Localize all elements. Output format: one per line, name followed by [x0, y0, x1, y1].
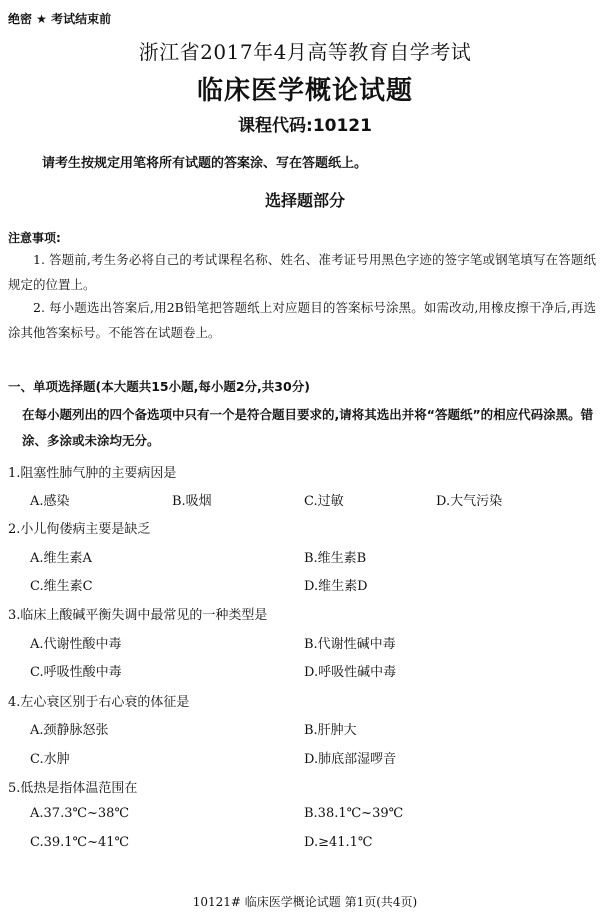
option: A.颈静脉怒张: [30, 723, 109, 738]
option: D.维生素D: [304, 579, 368, 594]
option: B.吸烟: [172, 494, 212, 509]
exam-title: 浙江省2017年4月高等教育自学考试: [138, 40, 472, 64]
option: D.大气污染: [436, 494, 503, 509]
option: A.感染: [30, 494, 70, 509]
part-title: 选择题部分: [264, 191, 345, 210]
option: C.呼吸性酸中毒: [30, 665, 122, 680]
option: D.肺底部湿啰音: [304, 752, 397, 767]
option: C.过敏: [304, 494, 344, 509]
question-stem: 4.左心衰区别于右心衰的体征是: [8, 695, 190, 710]
question-stem: 5.低热是指体温范围在: [8, 781, 138, 796]
option: C.维生素C: [30, 579, 93, 594]
question-stem: 2.小儿佝偻病主要是缺乏: [8, 522, 151, 537]
section-heading: 一、单项选择题(本大题共15小题,每小题2分,共30分): [8, 379, 310, 394]
course-code: 课程代码:10121: [238, 116, 372, 136]
option: B.肝肿大: [304, 723, 357, 738]
notice-item-1: 1. 答题前,考生务必将自己的考试课程名称、姓名、准考证号用黑色字迹的签字笔或钢笔填写在答题纸规定的位置上。: [8, 252, 596, 292]
option: D.呼吸性碱中毒: [304, 665, 397, 680]
option: A.代谢性酸中毒: [30, 637, 122, 652]
option: C.39.1℃~41℃: [30, 835, 130, 850]
section-note: 在每小题列出的四个备选项中只有一个是符合题目要求的,请将其选出并将“答题纸”的相应代码涂黑。错涂、多涂或未涂均无分。: [22, 407, 594, 448]
option: B.维生素B: [304, 551, 367, 566]
option: A.37.3℃~38℃: [30, 806, 129, 821]
general-instruction: 请考生按规定用笔将所有试题的答案涂、写在答题纸上。: [42, 156, 368, 171]
notice-item-2: 2. 每小题选出答案后,用2B铅笔把答题纸上对应题目的答案标号涂黑。如需改动,用橡皮擦干净后,再选涂其他答案标号。不能答在试题卷上。: [8, 300, 596, 340]
page-footer: 10121# 临床医学概论试题 第1页(共4页): [192, 895, 418, 909]
option: C.水肿: [30, 752, 70, 767]
paper-title: 临床医学概论试题: [196, 76, 413, 106]
confidential-mark: 绝密 ★ 考试结束前: [8, 12, 112, 26]
option: D.≥41.1℃: [304, 835, 373, 850]
option: A.维生素A: [30, 551, 92, 566]
question-stem: 1.阻塞性肺气肿的主要病因是: [8, 466, 177, 481]
option: B.38.1℃~39℃: [304, 806, 404, 821]
option: B.代谢性碱中毒: [304, 637, 396, 652]
notice-heading: 注意事项:: [8, 231, 61, 245]
question-stem: 3.临床上酸碱平衡失调中最常见的一种类型是: [8, 608, 268, 623]
